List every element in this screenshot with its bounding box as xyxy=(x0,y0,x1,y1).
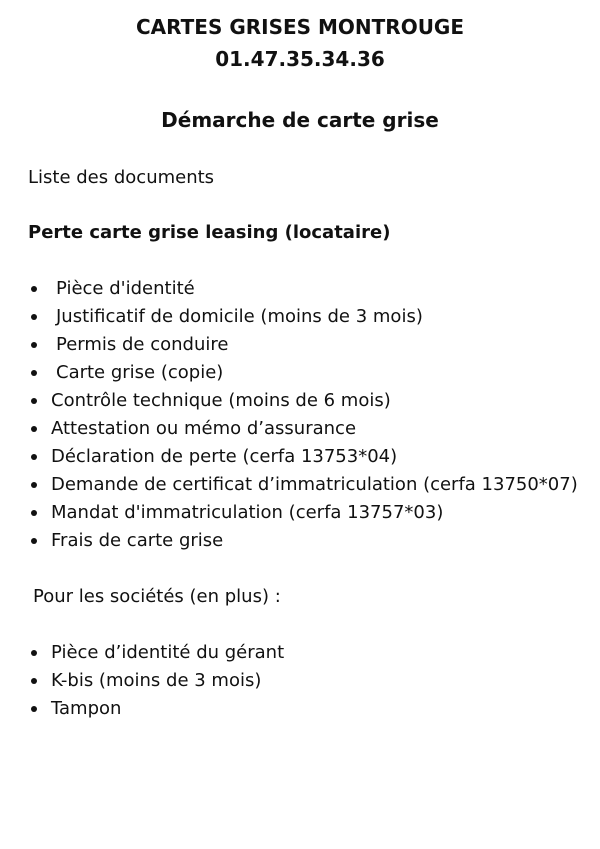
company-document-item-text: Tampon xyxy=(51,698,122,719)
document-item-text: Attestation ou mémo d’assurance xyxy=(51,418,357,439)
company-documents-list xyxy=(28,639,600,723)
company-document-item xyxy=(28,639,600,667)
required-documents-list xyxy=(28,275,600,555)
section-title: Perte carte grise leasing (locataire) xyxy=(28,222,391,243)
document-item xyxy=(28,471,600,499)
bullet-icon xyxy=(31,426,37,432)
document-item xyxy=(28,443,600,471)
bullet-icon xyxy=(31,538,37,544)
bullet-icon xyxy=(31,370,37,376)
document-item xyxy=(28,275,600,303)
document-item-text: Contrôle technique (moins de 6 mois) xyxy=(51,390,391,411)
bullet-icon xyxy=(31,314,37,320)
document-item xyxy=(28,415,600,443)
document-item-text: Justificatif de domicile (moins de 3 mois) xyxy=(56,306,423,327)
document-item-text: Déclaration de perte (cerfa 13753*04) xyxy=(51,446,398,467)
document-item xyxy=(28,499,600,527)
document-item xyxy=(28,387,600,415)
phone-number: 01.47.35.34.36 xyxy=(215,47,385,71)
bullet-icon xyxy=(31,454,37,460)
company-document-item xyxy=(28,695,600,723)
bullet-icon xyxy=(31,482,37,488)
bullet-icon xyxy=(31,678,37,684)
company-document-item-text: Pièce d’identité du gérant xyxy=(51,642,285,663)
document-item xyxy=(28,303,600,331)
bullet-icon xyxy=(31,706,37,712)
documents-intro: Liste des documents xyxy=(28,167,215,188)
bullet-icon xyxy=(31,510,37,516)
document-item-text: Frais de carte grise xyxy=(51,530,224,551)
company-document-item xyxy=(28,667,600,695)
document-item xyxy=(28,527,600,555)
document-item-text: Pièce d'identité xyxy=(56,278,195,299)
companies-section-label: Pour les sociétés (en plus) : xyxy=(33,586,281,607)
procedure-title: Démarche de carte grise xyxy=(161,108,439,132)
document-item xyxy=(28,359,600,387)
document-item-text: Permis de conduire xyxy=(56,334,229,355)
document-item-text: Carte grise (copie) xyxy=(56,362,224,383)
document-item xyxy=(28,331,600,359)
company-document-item-text: K-bis (moins de 3 mois) xyxy=(51,670,262,691)
company-name: CARTES GRISES MONTROUGE xyxy=(135,15,465,39)
bullet-icon xyxy=(31,398,37,404)
document-item-text: Mandat d'immatriculation (cerfa 13757*03) xyxy=(51,502,444,523)
bullet-icon xyxy=(31,286,37,292)
document-item-text: Demande de certificat d’immatriculation (cerfa 13750*07) xyxy=(51,474,578,495)
bullet-icon xyxy=(31,342,37,348)
bullet-icon xyxy=(31,650,37,656)
